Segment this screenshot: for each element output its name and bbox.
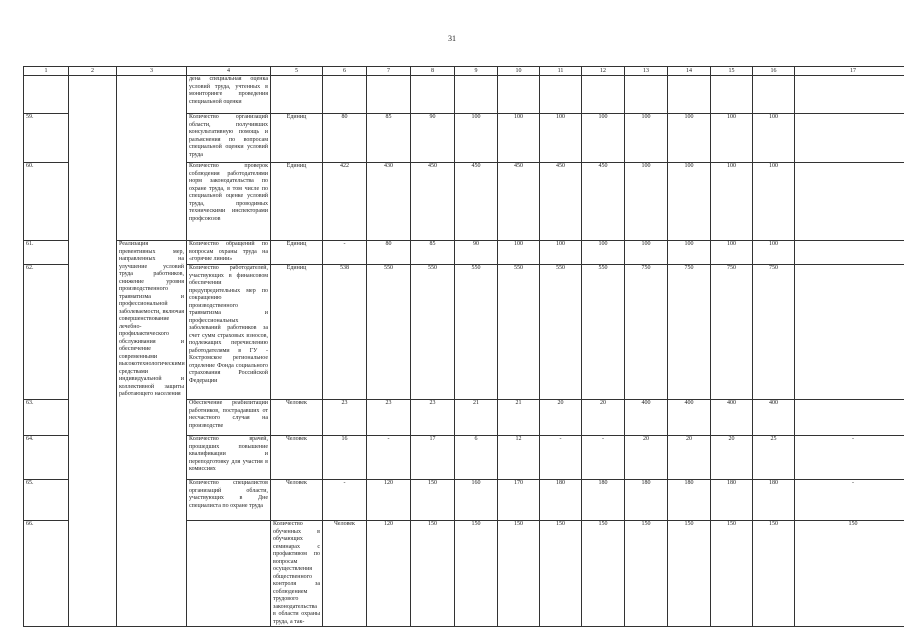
unit-cell: Человек	[271, 400, 323, 436]
value-cell: 100	[625, 163, 668, 241]
header-cell: 7	[367, 67, 411, 76]
indicator-text: Количество обращений по вопросам охраны труда на «горячие линии»	[187, 241, 271, 265]
value-cell: 100	[582, 241, 625, 265]
value-cell: 150	[753, 521, 795, 627]
value-cell: 21	[498, 400, 540, 436]
value-cell: 85	[367, 114, 411, 163]
value-cell: 150	[540, 521, 582, 627]
value-cell: 120	[367, 521, 411, 627]
value-cell: 180	[540, 480, 582, 521]
unit-cell: Единиц	[271, 241, 323, 265]
indicator-text: Количество специалистов организаций области, участвующих в Дне специалиста по охране труда	[187, 480, 271, 521]
value-cell: 100	[711, 241, 753, 265]
col2-cell	[69, 76, 117, 627]
header-cell: 16	[753, 67, 795, 76]
value-cell: 400	[625, 400, 668, 436]
row-number: 60.	[24, 163, 69, 241]
header-cell: 13	[625, 67, 668, 76]
value-cell: 400	[711, 400, 753, 436]
header-cell: 5	[271, 67, 323, 76]
value-cell: 450	[411, 163, 455, 241]
value-cell: 6	[455, 436, 498, 480]
value-cell: 170	[498, 480, 540, 521]
indicator-text: Количество проверок соблюдения работодателями норм законодательства по охране труда, в том числе по специальной оценке условий труда, проводимых техническими инспекторами профсоюзов	[187, 163, 271, 241]
value-cell: 100	[625, 241, 668, 265]
unit-cell: Человек	[271, 436, 323, 480]
row-number: 63.	[24, 400, 69, 436]
unit-cell: Человек	[323, 521, 367, 627]
header-cell: 9	[455, 67, 498, 76]
value-cell: 750	[753, 265, 795, 400]
value-cell: 100	[753, 163, 795, 241]
value-cell: 100	[711, 114, 753, 163]
header-cell: 14	[668, 67, 711, 76]
unit-cell: Единиц	[271, 265, 323, 400]
note-cell: -	[795, 436, 904, 480]
indicator-text: дена специальная оценка условий труда, учтенных в мониторинге проведения специальной оценки	[187, 76, 271, 114]
row-number: 65.	[24, 480, 69, 521]
value-cell: 550	[411, 265, 455, 400]
value-cell: 100	[498, 241, 540, 265]
value-cell: 150	[411, 521, 455, 627]
header-cell: 2	[69, 67, 117, 76]
indicator-text: Обеспечение реабилитации работников, пострадавших от несчастного случая на производстве	[187, 400, 271, 436]
value-cell: 100	[668, 114, 711, 163]
row-number: 59.	[24, 114, 69, 163]
value-cell: 150	[625, 521, 668, 627]
value-cell: 90	[455, 241, 498, 265]
value-cell: 180	[668, 480, 711, 521]
note-cell	[795, 265, 904, 400]
table-row	[24, 241, 904, 265]
value-cell: 100	[498, 114, 540, 163]
value-cell: 150	[795, 521, 904, 627]
value-cell: -	[323, 241, 367, 265]
unit-cell: Единиц	[271, 114, 323, 163]
value-cell: 12	[498, 436, 540, 480]
header-cell: 6	[323, 67, 367, 76]
value-cell: 20	[711, 436, 753, 480]
value-cell: 20	[625, 436, 668, 480]
header-cell: 8	[411, 67, 455, 76]
value-cell: 100	[540, 114, 582, 163]
value-cell: 160	[455, 480, 498, 521]
value-cell: 550	[455, 265, 498, 400]
header-cell: 12	[582, 67, 625, 76]
header-cell: 10	[498, 67, 540, 76]
value-cell: 100	[753, 241, 795, 265]
table-row-continuation	[24, 76, 904, 114]
indicator-text: Количество организаций области, получивших консультативную помощь и разъяснения по вопросам специальной оценки условий труда	[187, 114, 271, 163]
indicator-text: Количество работодателей, участвующих в финансовом обеспечении предупредительных мер по сокращению производственного травматизма и профессиональных заболеваний работников за счет сумм страховых взносов, подлежащих перечислению работодателями в ГУ - Костромское региональное отделение Фонда социального страхования Российской Федерации	[187, 265, 271, 400]
value-cell: 550	[367, 265, 411, 400]
row-number: 62.	[24, 265, 69, 400]
value-cell: 550	[582, 265, 625, 400]
value-cell: 23	[411, 400, 455, 436]
value-cell: 100	[625, 114, 668, 163]
value-cell: 90	[411, 114, 455, 163]
value-cell: 23	[367, 400, 411, 436]
unit-cell: Человек	[271, 480, 323, 521]
value-cell: 100	[540, 241, 582, 265]
value-cell: 20	[582, 400, 625, 436]
value-cell: 450	[455, 163, 498, 241]
value-cell: 450	[498, 163, 540, 241]
value-cell: 400	[668, 400, 711, 436]
header-cell: 3	[117, 67, 187, 76]
indicator-text: Количество врачей, прошедших повышение квалификации и переподготовку для участия в комиссиях	[187, 436, 271, 480]
note-cell	[795, 241, 904, 265]
value-cell: 150	[498, 521, 540, 627]
note-cell: -	[795, 480, 904, 521]
value-cell: 100	[668, 241, 711, 265]
value-cell: -	[367, 436, 411, 480]
value-cell: 422	[323, 163, 367, 241]
value-cell: 23	[323, 400, 367, 436]
value-cell: 100	[455, 114, 498, 163]
value-cell: 25	[753, 436, 795, 480]
value-cell: 750	[625, 265, 668, 400]
value-cell: -	[323, 480, 367, 521]
value-cell: -	[582, 436, 625, 480]
value-cell: -	[540, 436, 582, 480]
row-number: 61.	[24, 241, 69, 265]
value-cell: 80	[367, 241, 411, 265]
header-cell: 11	[540, 67, 582, 76]
note-cell	[795, 400, 904, 436]
value-cell: 20	[668, 436, 711, 480]
value-cell: 120	[367, 480, 411, 521]
measure-group-text: Реализация превентивных мер, направленных на улучшение условий труда работников, снижение уровня производственного травматизма и профессиональной заболеваемости, включая совершенствование лечебно-профилактического обслуживания и обеспечение современными высокотехнологическими средствами индивидуальной и коллективной защиты работающего населения	[117, 241, 187, 627]
note-cell	[795, 163, 904, 241]
note-cell	[795, 114, 904, 163]
value-cell: 85	[411, 241, 455, 265]
value-cell: 450	[582, 163, 625, 241]
value-cell: 180	[711, 480, 753, 521]
header-row	[24, 67, 904, 76]
value-cell: 150	[668, 521, 711, 627]
value-cell: 180	[753, 480, 795, 521]
header-cell: 4	[187, 67, 271, 76]
value-cell: 17	[411, 436, 455, 480]
indicator-text: Количество обученных в обучающих семинарах с профактивом по вопросам осуществления общественного контроля за соблюдением трудового законодательства в области охраны труда, а так-	[271, 521, 323, 627]
indicators-table	[23, 66, 904, 627]
header-cell: 1	[24, 67, 69, 76]
value-cell: 750	[711, 265, 753, 400]
value-cell: 550	[498, 265, 540, 400]
value-cell: 100	[582, 114, 625, 163]
header-cell: 17	[795, 67, 904, 76]
value-cell: 180	[625, 480, 668, 521]
value-cell: 80	[323, 114, 367, 163]
value-cell: 150	[711, 521, 753, 627]
value-cell: 450	[540, 163, 582, 241]
value-cell: 538	[323, 265, 367, 400]
value-cell: 20	[540, 400, 582, 436]
value-cell: 180	[582, 480, 625, 521]
row-number: 64.	[24, 436, 69, 480]
value-cell: 150	[455, 521, 498, 627]
value-cell: 21	[455, 400, 498, 436]
unit-cell: Единиц	[271, 163, 323, 241]
value-cell: 100	[668, 163, 711, 241]
value-cell: 100	[753, 114, 795, 163]
value-cell: 550	[540, 265, 582, 400]
value-cell: 150	[411, 480, 455, 521]
page-number: 31	[448, 34, 456, 43]
value-cell: 100	[711, 163, 753, 241]
value-cell: 150	[582, 521, 625, 627]
row-number: 66.	[24, 521, 69, 627]
value-cell: 16	[323, 436, 367, 480]
header-cell: 15	[711, 67, 753, 76]
value-cell: 400	[753, 400, 795, 436]
value-cell: 430	[367, 163, 411, 241]
value-cell: 750	[668, 265, 711, 400]
